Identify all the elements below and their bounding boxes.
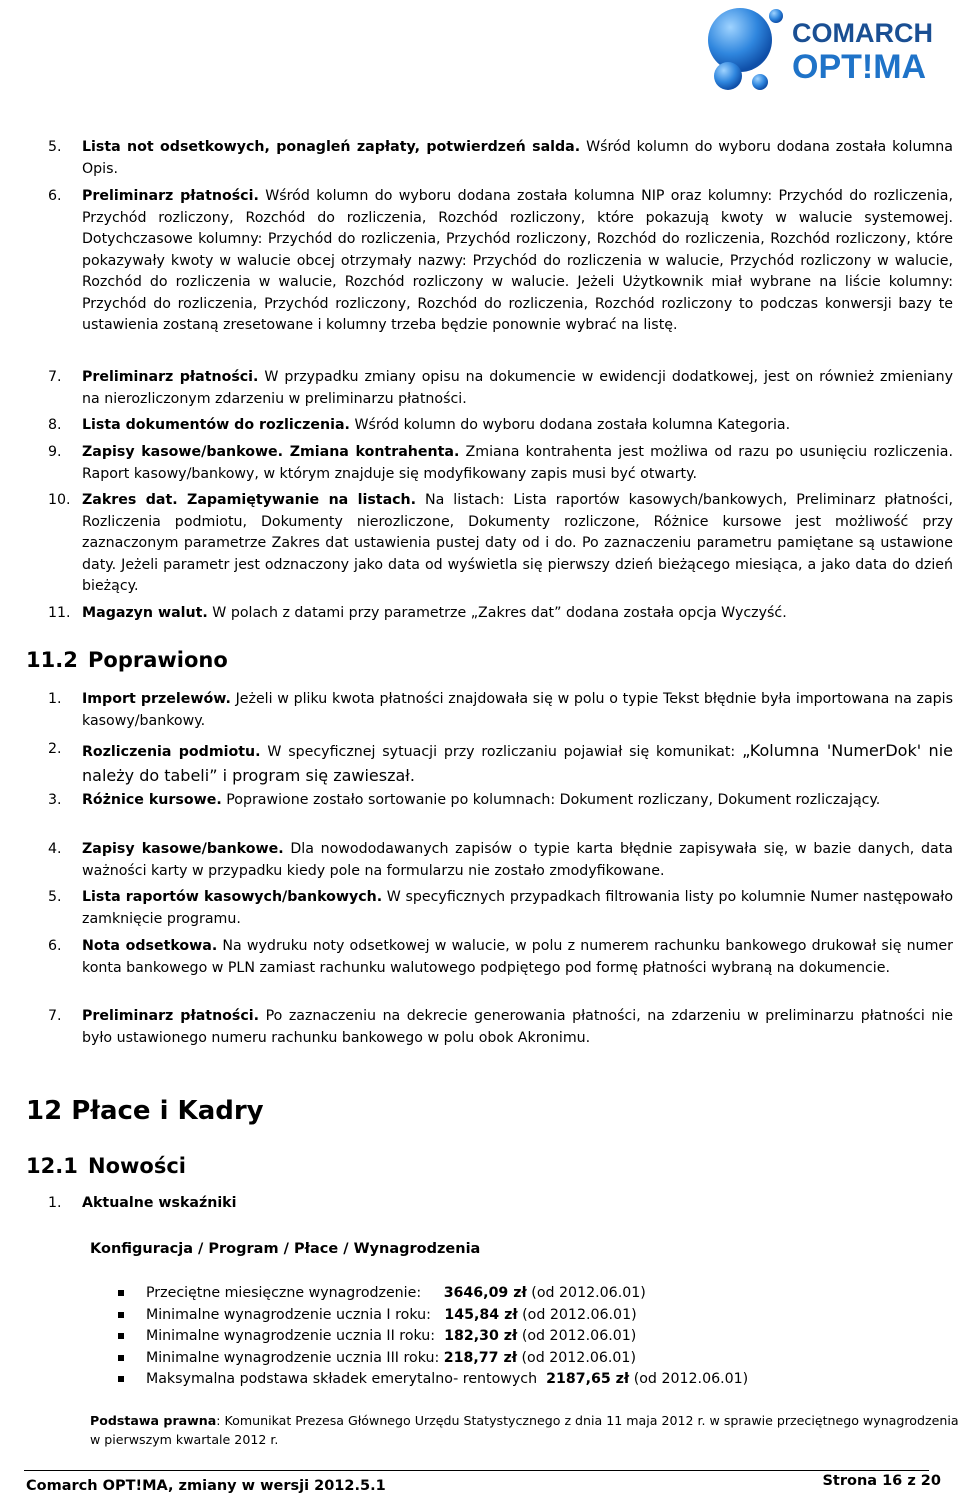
list-item xyxy=(48,936,953,979)
indicator-value: 2187,65 zł xyxy=(546,1371,630,1387)
item-title: Lista dokumentów do rozliczenia. xyxy=(82,417,350,433)
indicator-date: (od 2012.06.01) xyxy=(521,1349,636,1366)
list-number: 7. xyxy=(48,1008,62,1024)
list-item xyxy=(48,442,953,485)
list-item xyxy=(48,689,953,732)
legal-basis xyxy=(90,1411,960,1449)
item-title: Import przelewów. xyxy=(82,691,231,707)
indicator-label: Przeciętne miesięczne wynagrodzenie: xyxy=(146,1285,422,1301)
indicator-value: 182,30 zł xyxy=(444,1328,518,1344)
item-text: Zmiana kontrahenta jest możliwa od razu po usunięciu rozliczenia. Raport kasowy/bankowy, w którym znajduje się modyfikowany zapis musi być otwarty. xyxy=(82,444,953,482)
list-number: 7. xyxy=(48,369,62,385)
indicator-item xyxy=(118,1348,748,1370)
item-text: W przypadku zmiany opisu na dokumencie w ewidencji dodatkowej, jest on również zmieniany na nierozliczonym zdarzeniu w preliminarzu płatności. xyxy=(82,369,953,407)
list-item xyxy=(48,739,953,789)
list-number: 6. xyxy=(48,188,62,204)
item-title: Lista not odsetkowych, ponagleń zapłaty, potwierdzeń salda. xyxy=(82,139,581,155)
indicator-label: Maksymalna podstawa składek emerytalno- rentowych xyxy=(146,1371,538,1387)
list-item xyxy=(48,603,953,625)
list-number: 8. xyxy=(48,417,62,433)
item-title: Nota odsetkowa. xyxy=(82,938,218,954)
indicator-item xyxy=(118,1326,748,1348)
section-heading xyxy=(26,648,228,672)
list-item xyxy=(48,790,953,812)
item-text: Wśród kolumn do wyboru dodana została kolumna Kategoria. xyxy=(349,417,791,433)
legal-label: Podstawa prawna xyxy=(90,1413,217,1428)
indicator-list xyxy=(118,1283,748,1391)
item-title: Preliminarz płatności. xyxy=(82,188,259,204)
list-number: 9. xyxy=(48,444,62,460)
bullet-icon xyxy=(118,1355,124,1361)
list-number: 2. xyxy=(48,741,62,757)
list-number: 4. xyxy=(48,841,62,857)
list-item xyxy=(48,1193,953,1215)
config-path: Konfiguracja / Program / Płace / Wynagrodzenia xyxy=(90,1241,481,1257)
indicator-item xyxy=(118,1305,748,1327)
bullet-icon xyxy=(118,1312,124,1318)
indicator-item xyxy=(118,1369,748,1391)
list-number: 10. xyxy=(48,492,71,508)
page-number: Strona 16 z 20 xyxy=(822,1473,941,1489)
list-item xyxy=(48,887,953,930)
item-text: W specyficznych przypadkach filtrowania listy po kolumnie Numer następowało zamknięcie programu. xyxy=(82,889,953,927)
item-text: Wśród kolumn do wyboru dodana została kolumna Opis. xyxy=(82,139,953,177)
item-text: Dla nowododawanych zapisów o typie karta błędnie zapisywała się, w bazie danych, data ważności karty w przypadku kiedy pole na formularzu nie zostało zmodyfikowane. xyxy=(82,841,954,879)
logo-line1: COMARCH xyxy=(792,18,933,48)
logo-bubble xyxy=(714,62,742,90)
item-text: W polach z datami przy parametrze „Zakres dat” dodana została opcja Wyczyść. xyxy=(207,605,787,621)
item-title: Zapisy kasowe/bankowe. xyxy=(82,841,284,857)
item-text: Jeżeli w pliku kwota płatności znajdowała się w polu o typie Tekst błędnie była importowana na zapis kasowy/bankowy. xyxy=(82,691,953,729)
indicator-date: (od 2012.06.01) xyxy=(633,1371,749,1387)
list-item xyxy=(48,367,953,410)
chapter-title: Płace i Kadry xyxy=(71,1096,264,1126)
section-heading xyxy=(26,1154,186,1178)
logo-bubble xyxy=(752,74,768,90)
list-item xyxy=(48,839,953,882)
legal-text: : Komunikat Prezesa Głównego Urzędu Statystycznego z dnia 11 maja 2012 r. w sprawie przeciętnego wynagrodzenia w pierwszym kwartale 2012 r. xyxy=(90,1413,959,1447)
list-item xyxy=(48,137,953,180)
item-title: Preliminarz płatności. xyxy=(82,369,259,385)
list-item xyxy=(48,186,953,337)
item-text: Na listach: Lista raportów kasowych/bankowych, Preliminarz płatności, Rozliczenia podmiotu, Dokumenty nierozliczone, Dokumenty rozliczone, Różnice kursowe jest możliwość przy zaznaczonym parametrze Zakres dat ustawienia pustej daty od i do. Po zaznaczeniu parametru pamiętane są ustawione daty. Jeżeli parametr jest odznaczony jako data od wyświetla się pierwszy dzień bieżącego miesiąca, a jako data do dzień bieżący. xyxy=(82,492,953,594)
indicator-value: 3646,09 zł xyxy=(443,1285,527,1301)
logo-bubble xyxy=(769,9,783,23)
item-text: W specyficznej sytuacji przy rozliczaniu pojawiał się komunikat: xyxy=(260,744,743,760)
error-message: „Kolumna 'NumerDok' nie należy do tabeli” i program się zawieszał. xyxy=(82,741,953,785)
item-title: Zapisy kasowe/bankowe. Zmiana kontrahenta. xyxy=(82,444,460,460)
list-number: 11. xyxy=(48,605,71,621)
list-number: 3. xyxy=(48,792,62,808)
list-item xyxy=(48,415,953,437)
list-number: 1. xyxy=(48,1195,62,1211)
indicator-value: 145,84 zł xyxy=(444,1306,518,1323)
bullet-icon xyxy=(118,1333,124,1339)
indicator-item xyxy=(118,1283,748,1305)
item-title: Rozliczenia podmiotu. xyxy=(82,744,261,760)
footer-title: Comarch OPT!MA, zmiany w wersji 2012.5.1 xyxy=(26,1478,386,1494)
item-text: Wśród kolumn do wyboru dodana została kolumna NIP oraz kolumny: Przychód do rozliczenia, Przychód rozliczony, Rozchód do rozliczenia, Rozchód rozliczony, które pokazują kwoty w walucie systemowej. Dotychczasowe kolumny: Przychód do rozliczenia, Przychód rozliczony, Rozchód do rozliczenia, Rozchód rozliczony, które pokazywały kwoty w walucie obcej otrzymały nazwy: Przychód do rozliczenia w walucie, Przychód rozliczony w walucie, Rozchód do rozliczenia w walucie, Rozchód rozliczony w walucie. Jeżeli Użytkownik miał wybrane na liście kolumny: Przychód do rozliczenia, Przychód rozliczony, Rozchód do rozliczenia, Rozchód rozliczony to podczas konwersji bazy te ustawienia zostaną zresetowane i kolumny trzeba będzie ponownie wybrać na listę. xyxy=(82,188,953,333)
chapter-number: 12 xyxy=(26,1096,63,1126)
indicator-label: Minimalne wynagrodzenie ucznia II roku: xyxy=(146,1328,436,1344)
section-title: Poprawiono xyxy=(88,648,228,672)
comarch-optima-logo xyxy=(700,2,950,97)
chapter-heading xyxy=(26,1096,264,1126)
item-title: Różnice kursowe. xyxy=(82,792,222,808)
list-item xyxy=(48,1006,953,1049)
bullet-icon xyxy=(118,1290,124,1296)
item-title: Aktualne wskaźniki xyxy=(82,1195,237,1211)
indicator-date: (od 2012.06.01) xyxy=(531,1285,646,1301)
item-title: Lista raportów kasowych/bankowych. xyxy=(82,889,383,905)
indicator-value: 218,77 zł xyxy=(443,1349,517,1366)
section-title: Nowości xyxy=(88,1154,186,1178)
item-text: Na wydruku noty odsetkowej w walucie, w polu z numerem rachunku bankowego drukował się numer konta bankowego w PLN zamiast rachunku walutowego podpiętego pod formę płatności wybraną na dokumencie. xyxy=(82,938,953,976)
section-number: 12.1 xyxy=(26,1154,78,1178)
item-title: Preliminarz płatności. xyxy=(82,1008,260,1024)
list-number: 1. xyxy=(48,691,62,707)
logo-bubble xyxy=(708,8,772,72)
indicator-date: (od 2012.06.01) xyxy=(522,1306,637,1323)
item-title: Zakres dat. Zapamiętywanie na listach. xyxy=(82,492,417,508)
indicator-date: (od 2012.06.01) xyxy=(521,1328,637,1344)
section-number: 11.2 xyxy=(26,648,78,672)
item-text: Po zaznaczeniu na dekrecie generowania płatności, na zdarzeniu w preliminarzu płatności nie było ustawionego numeru rachunku bankowego w polu obok Akronimu. xyxy=(82,1008,953,1046)
logo-line2: OPT!MA xyxy=(792,48,927,86)
list-number: 5. xyxy=(48,139,62,155)
list-number: 6. xyxy=(48,938,62,954)
footer-divider xyxy=(24,1470,929,1471)
list-item xyxy=(48,490,953,598)
bullet-icon xyxy=(118,1376,124,1382)
indicator-label: Minimalne wynagrodzenie ucznia I roku: xyxy=(146,1306,431,1323)
item-text: Poprawione zostało sortowanie po kolumnach: Dokument rozliczany, Dokument rozliczający. xyxy=(221,792,881,808)
item-title: Magazyn walut. xyxy=(82,605,208,621)
indicator-label: Minimalne wynagrodzenie ucznia III roku: xyxy=(146,1349,440,1366)
list-number: 5. xyxy=(48,889,62,905)
